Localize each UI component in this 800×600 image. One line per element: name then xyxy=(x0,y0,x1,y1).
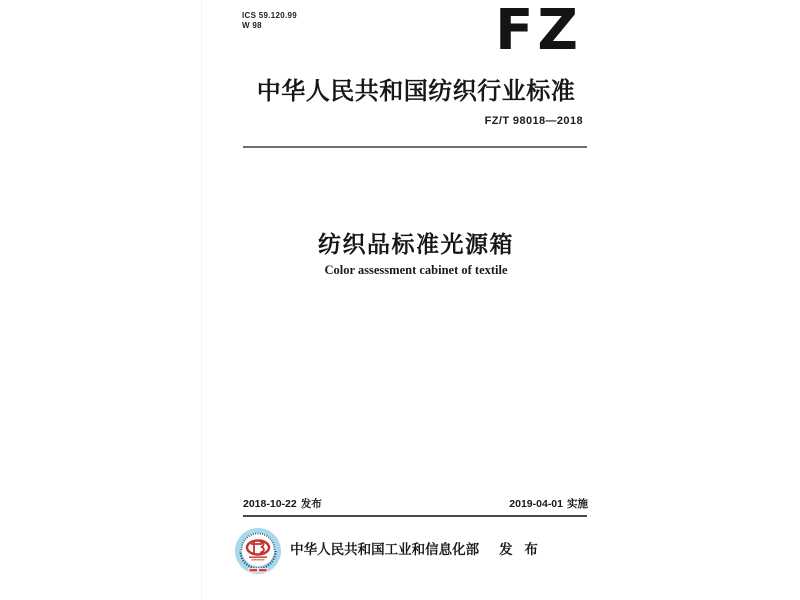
scan-page-edge xyxy=(201,0,202,600)
fz-logo: FZ xyxy=(495,0,582,63)
document-title-cn: 纺织品标准光源箱 xyxy=(318,231,514,257)
implementation-label: 实施 xyxy=(567,498,588,510)
issue-label: 发布 xyxy=(300,498,322,510)
publish-action-label: 发 布 xyxy=(499,542,542,557)
document-title-en: Color assessment cabinet of textile xyxy=(324,263,508,277)
ics-classification xyxy=(242,11,297,31)
doc-class-code: W 98 xyxy=(242,21,262,30)
dates-row xyxy=(243,496,588,511)
issue-date: 2018-10-22 xyxy=(243,498,297,510)
implementation-date: 2019-04-01 xyxy=(509,498,563,510)
publisher-row xyxy=(240,538,592,558)
footer-rule xyxy=(243,515,587,517)
header-rule xyxy=(243,146,587,148)
standard-number: FZ/T 98018—2018 xyxy=(484,115,583,127)
issue-date-group xyxy=(243,496,322,511)
implementation-date-group xyxy=(509,496,588,511)
ics-code: ICS 59.120.99 xyxy=(242,11,298,20)
publisher-name: 中华人民共和国工业和信息化部 xyxy=(290,542,480,557)
standard-type-heading: 中华人民共和国纺织行业标准 xyxy=(256,78,576,105)
